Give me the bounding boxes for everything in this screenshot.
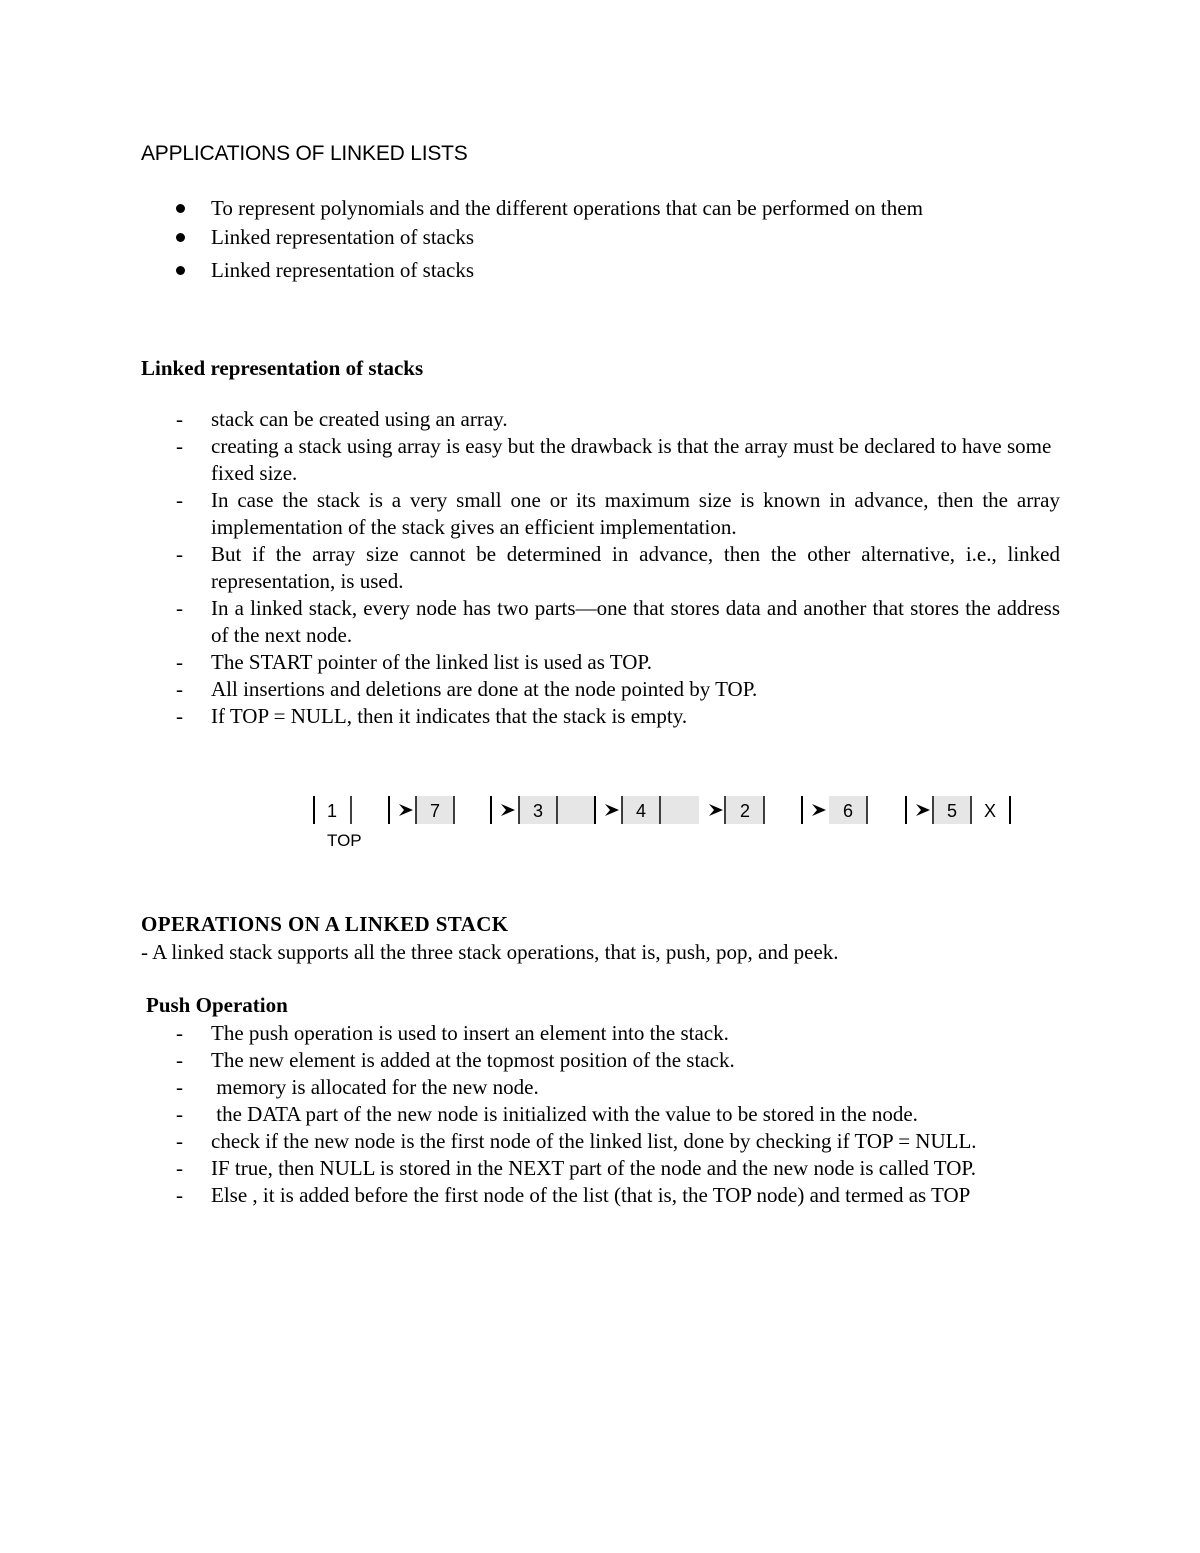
dash-marker: - [176, 677, 183, 701]
section-heading-push: Push Operation [146, 993, 288, 1017]
linked-stack-points [176, 406, 1060, 730]
arrow-right-icon [605, 804, 619, 816]
list-item: - The new element is added at the topmost position of the stack. [176, 1048, 735, 1072]
list-item: - But if the array size cannot be determined in advance, then the other alternative, i.e., linked representation, is used. [176, 542, 1060, 593]
dash-marker: - [176, 1156, 183, 1180]
list-item: - If TOP = NULL, then it indicates that the stack is empty. [176, 704, 688, 728]
top-pointer-label: TOP [327, 831, 362, 850]
list-item: - IF true, then NULL is stored in the NEXT part of the node and the new node is called TOP. [176, 1156, 976, 1180]
stack-node [416, 796, 491, 824]
bullet-icon [176, 266, 185, 275]
stack-node [829, 796, 906, 824]
list-item: - All insertions and deletions are done at the node pointed by TOP. [176, 677, 758, 701]
stack-node [519, 796, 595, 824]
list-item: Linked representation of stacks [176, 256, 923, 285]
node-value: 1 [326, 801, 338, 821]
dash-marker: - [176, 1129, 183, 1153]
list-item: - memory is allocated for the new node. [176, 1075, 539, 1099]
dash-marker: - [176, 650, 183, 674]
null-marker: X [983, 801, 997, 821]
list-item: - In a linked stack, every node has two parts—one that stores data and another that stores the address of the next node. [176, 596, 1060, 647]
dash-marker: - [176, 434, 183, 458]
applications-list [176, 194, 923, 285]
arrow-right-icon [916, 804, 930, 816]
dash-marker: - [176, 542, 183, 566]
list-item: - The push operation is used to insert an element into the stack. [176, 1021, 729, 1045]
node-value: 5 [946, 801, 958, 821]
arrow-right-icon [399, 804, 413, 816]
list-item: - stack can be created using an array. [176, 407, 508, 431]
list-item: - the DATA part of the new node is initialized with the value to be stored in the node. [176, 1102, 918, 1126]
list-item: - The START pointer of the linked list is used as TOP. [176, 650, 652, 674]
node-value: 3 [532, 801, 544, 821]
stack-node [314, 796, 389, 824]
dash-marker: - [176, 596, 183, 620]
dash-marker: - [176, 1021, 183, 1045]
node-value: 2 [739, 801, 751, 821]
dash-marker: - [176, 1048, 183, 1072]
page-title: APPLICATIONS OF LINKED LISTS [141, 142, 468, 165]
bullet-icon [176, 204, 185, 213]
list-item: - Else , it is added before the first node of the list (that is, the TOP node) and termed as TOP [176, 1183, 971, 1207]
bullet-icon [176, 233, 185, 242]
linked-stack-diagram [312, 794, 1014, 854]
list-item: - check if the new node is the first node of the linked list, done by checking if TOP = NULL. [176, 1129, 977, 1153]
dash-marker: - [176, 407, 183, 431]
list-item: Linked representation of stacks [176, 223, 923, 252]
list-item: - creating a stack using array is easy but the drawback is that the array must be declared to have some fixed size. [176, 434, 1052, 485]
dash-marker: - [176, 1075, 183, 1099]
dash-marker: - [176, 488, 183, 512]
stack-node [933, 796, 1010, 824]
push-operation-points [176, 1020, 1046, 1209]
node-value: 4 [635, 801, 647, 821]
node-value: 6 [842, 801, 854, 821]
operations-intro: - A linked stack supports all the three stack operations, that is, push, pop, and peek. [141, 940, 839, 964]
dash-marker: - [176, 704, 183, 728]
stack-node [622, 796, 699, 824]
list-item: To represent polynomials and the different operations that can be performed on them [176, 194, 923, 223]
dash-marker: - [176, 1183, 183, 1207]
stack-node [725, 796, 802, 824]
arrow-right-icon [812, 804, 826, 816]
dash-marker: - [176, 1102, 183, 1126]
section-heading-linked-stacks: Linked representation of stacks [141, 356, 424, 380]
list-item: - In case the stack is a very small one or its maximum size is known in advance, then the array implementation of the stack gives an efficient implementation. [176, 488, 1060, 539]
section-heading-operations: OPERATIONS ON A LINKED STACK [141, 912, 509, 936]
arrow-right-icon [709, 804, 723, 816]
node-value: 7 [429, 801, 441, 821]
arrow-right-icon [501, 804, 515, 816]
